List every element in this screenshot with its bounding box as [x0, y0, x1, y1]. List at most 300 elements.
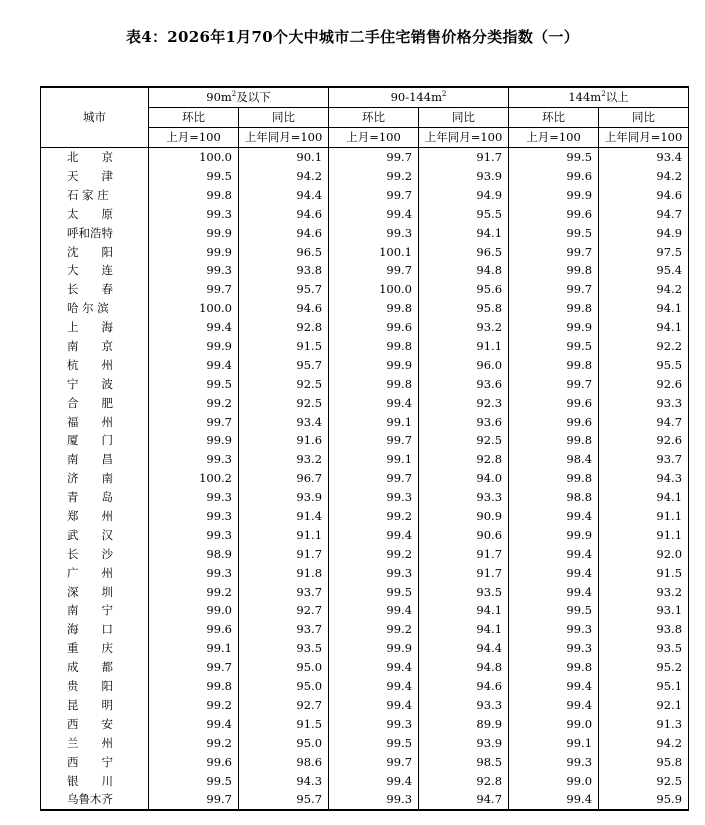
index-value: 99.0: [509, 771, 599, 790]
index-value: 99.9: [149, 337, 239, 356]
index-value: 94.1: [599, 299, 689, 318]
index-value: 99.7: [509, 280, 599, 299]
table-row: [41, 790, 689, 810]
index-value: 93.2: [599, 582, 689, 601]
index-value: 99.3: [149, 261, 239, 280]
index-value: 91.5: [239, 714, 329, 733]
index-value: 95.8: [599, 752, 689, 771]
index-value: 99.4: [149, 355, 239, 374]
index-value: 99.8: [509, 658, 599, 677]
index-value: 99.3: [329, 790, 419, 810]
index-value: 92.6: [599, 431, 689, 450]
city-name: 西 安: [41, 714, 149, 733]
index-value: 99.1: [329, 412, 419, 431]
index-value: 93.3: [419, 696, 509, 715]
table-row: [41, 639, 689, 658]
index-value: 99.3: [509, 752, 599, 771]
index-value: 91.1: [419, 337, 509, 356]
table-row: [41, 507, 689, 526]
city-name: 南 宁: [41, 601, 149, 620]
index-value: 100.1: [329, 242, 419, 261]
index-value: 94.2: [599, 733, 689, 752]
index-value: 92.5: [239, 374, 329, 393]
city-name: 海 口: [41, 620, 149, 639]
index-value: 99.3: [149, 450, 239, 469]
index-value: 99.3: [149, 563, 239, 582]
index-value: 92.5: [599, 771, 689, 790]
index-value: 100.0: [329, 280, 419, 299]
index-value: 100.0: [149, 147, 239, 166]
index-value: 99.3: [149, 204, 239, 223]
index-value: 92.7: [239, 696, 329, 715]
city-name: 昆 明: [41, 696, 149, 715]
index-value: 91.6: [239, 431, 329, 450]
index-value: 99.4: [509, 507, 599, 526]
index-value: 93.2: [419, 318, 509, 337]
index-value: 99.5: [509, 147, 599, 166]
index-value: 99.8: [509, 431, 599, 450]
index-value: 90.9: [419, 507, 509, 526]
index-value: 99.7: [329, 431, 419, 450]
table-row: [41, 167, 689, 186]
index-value: 92.1: [599, 696, 689, 715]
index-value: 93.9: [239, 488, 329, 507]
city-name: 济 南: [41, 469, 149, 488]
index-value: 99.9: [329, 355, 419, 374]
mom-base-header: 上月=100: [329, 127, 419, 147]
index-value: 93.3: [599, 393, 689, 412]
index-value: 93.9: [419, 733, 509, 752]
index-value: 92.0: [599, 544, 689, 563]
index-value: 99.3: [329, 223, 419, 242]
index-value: 94.1: [419, 620, 509, 639]
table-row: [41, 412, 689, 431]
index-value: 90.6: [419, 525, 509, 544]
index-value: 99.4: [509, 563, 599, 582]
table-row: [41, 261, 689, 280]
index-value: 95.2: [599, 658, 689, 677]
table-row: [41, 469, 689, 488]
index-value: 99.6: [509, 393, 599, 412]
index-value: 99.4: [329, 525, 419, 544]
table-row: [41, 525, 689, 544]
index-value: 99.5: [509, 337, 599, 356]
index-value: 100.2: [149, 469, 239, 488]
index-value: 99.8: [329, 299, 419, 318]
index-value: 93.6: [419, 374, 509, 393]
table-row: [41, 280, 689, 299]
index-value: 99.0: [149, 601, 239, 620]
index-value: 99.8: [509, 469, 599, 488]
city-name: 重 庆: [41, 639, 149, 658]
index-value: 91.5: [239, 337, 329, 356]
index-value: 92.2: [599, 337, 689, 356]
index-value: 99.3: [329, 714, 419, 733]
index-value: 99.6: [149, 752, 239, 771]
index-value: 94.7: [599, 412, 689, 431]
index-value: 99.7: [149, 790, 239, 810]
table-header: [41, 87, 689, 147]
index-value: 92.3: [419, 393, 509, 412]
index-value: 93.9: [419, 167, 509, 186]
table-row: [41, 185, 689, 204]
index-value: 99.6: [329, 318, 419, 337]
index-value: 95.1: [599, 677, 689, 696]
index-value: 99.4: [509, 790, 599, 810]
index-value: 92.7: [239, 601, 329, 620]
city-name: 北 京: [41, 147, 149, 166]
index-value: 99.9: [509, 525, 599, 544]
index-value: 99.5: [509, 223, 599, 242]
index-value: 94.6: [599, 185, 689, 204]
index-value: 99.6: [509, 204, 599, 223]
index-value: 99.4: [329, 601, 419, 620]
index-value: 100.0: [149, 299, 239, 318]
yoy-base-header: 上年同月=100: [599, 127, 689, 147]
city-name: 长 沙: [41, 544, 149, 563]
city-name: 郑 州: [41, 507, 149, 526]
index-value: 94.2: [599, 167, 689, 186]
index-value: 91.3: [599, 714, 689, 733]
group-header-large: $144m^2$以上: [509, 87, 689, 107]
index-value: 92.6: [599, 374, 689, 393]
mom-header: 环比: [329, 107, 419, 127]
index-value: 94.2: [239, 167, 329, 186]
table-row: [41, 733, 689, 752]
index-value: 95.7: [239, 280, 329, 299]
index-value: 99.4: [149, 318, 239, 337]
index-value: 99.4: [509, 582, 599, 601]
yoy-base-header: 上年同月=100: [239, 127, 329, 147]
index-value: 99.4: [329, 771, 419, 790]
city-name: 厦 门: [41, 431, 149, 450]
index-value: 92.5: [419, 431, 509, 450]
index-value: 99.5: [329, 582, 419, 601]
index-value: 93.6: [419, 412, 509, 431]
index-value: 99.1: [509, 733, 599, 752]
yoy-base-header: 上年同月=100: [419, 127, 509, 147]
table-row: [41, 563, 689, 582]
index-value: 99.9: [149, 242, 239, 261]
index-value: 94.3: [239, 771, 329, 790]
index-value: 91.1: [599, 507, 689, 526]
index-value: 95.0: [239, 658, 329, 677]
index-value: 94.1: [419, 601, 509, 620]
index-value: 94.0: [419, 469, 509, 488]
index-value: 99.4: [329, 677, 419, 696]
index-value: 93.3: [419, 488, 509, 507]
index-value: 93.5: [419, 582, 509, 601]
city-name: 贵 阳: [41, 677, 149, 696]
index-value: 93.8: [599, 620, 689, 639]
table-row: [41, 696, 689, 715]
index-value: 95.4: [599, 261, 689, 280]
city-name: 沈 阳: [41, 242, 149, 261]
index-value: 94.6: [239, 223, 329, 242]
mom-header: 环比: [509, 107, 599, 127]
index-value: 99.8: [509, 299, 599, 318]
index-value: 99.4: [509, 696, 599, 715]
index-value: 93.7: [599, 450, 689, 469]
table-row: [41, 752, 689, 771]
index-value: 99.7: [329, 261, 419, 280]
table-row: [41, 488, 689, 507]
table-row: [41, 393, 689, 412]
index-value: 94.8: [419, 658, 509, 677]
city-name: 成 都: [41, 658, 149, 677]
table-title: 表4：2026年1月70个大中城市二手住宅销售价格分类指数（一）: [125, 28, 580, 46]
index-value: 99.2: [329, 620, 419, 639]
city-name: 南 昌: [41, 450, 149, 469]
city-name: 合 肥: [41, 393, 149, 412]
index-value: 89.9: [419, 714, 509, 733]
index-value: 95.0: [239, 677, 329, 696]
index-value: 98.9: [149, 544, 239, 563]
index-value: 93.5: [239, 639, 329, 658]
index-value: 91.7: [419, 544, 509, 563]
city-name: 哈 尔 滨: [41, 299, 149, 318]
index-value: 99.2: [329, 507, 419, 526]
index-value: 99.9: [149, 431, 239, 450]
index-value: 94.7: [599, 204, 689, 223]
index-value: 99.5: [149, 771, 239, 790]
index-value: 99.6: [509, 412, 599, 431]
index-value: 97.5: [599, 242, 689, 261]
table-row: [41, 771, 689, 790]
table-row: [41, 544, 689, 563]
index-value: 96.5: [239, 242, 329, 261]
index-value: 99.5: [329, 733, 419, 752]
index-value: 99.4: [509, 544, 599, 563]
index-value: 99.9: [509, 318, 599, 337]
table-row: [41, 223, 689, 242]
index-value: 95.8: [419, 299, 509, 318]
table-row: [41, 658, 689, 677]
index-value: 91.8: [239, 563, 329, 582]
group-header-small: $90m^2$及以下: [149, 87, 329, 107]
index-value: 99.4: [149, 714, 239, 733]
table-row: [41, 620, 689, 639]
index-value: 90.1: [239, 147, 329, 166]
city-name: 上 海: [41, 318, 149, 337]
index-value: 94.8: [419, 261, 509, 280]
index-value: 94.7: [419, 790, 509, 810]
mom-header: 环比: [149, 107, 239, 127]
index-value: 98.4: [509, 450, 599, 469]
index-value: 99.3: [329, 563, 419, 582]
city-column-header: 城市: [41, 87, 149, 147]
index-value: 91.7: [239, 544, 329, 563]
table-row: [41, 355, 689, 374]
index-value: 99.2: [149, 696, 239, 715]
index-value: 99.5: [509, 601, 599, 620]
index-value: 99.9: [329, 639, 419, 658]
index-value: 99.8: [329, 337, 419, 356]
index-value: 99.7: [329, 147, 419, 166]
table-row: [41, 450, 689, 469]
index-value: 94.9: [419, 185, 509, 204]
city-name: 石 家 庄: [41, 185, 149, 204]
index-value: 92.8: [419, 771, 509, 790]
index-value: 94.2: [599, 280, 689, 299]
index-value: 91.7: [419, 563, 509, 582]
index-value: 94.6: [239, 204, 329, 223]
index-value: 94.1: [599, 488, 689, 507]
table-row: [41, 242, 689, 261]
index-value: 99.6: [509, 167, 599, 186]
index-value: 98.6: [239, 752, 329, 771]
index-value: 99.9: [509, 185, 599, 204]
index-value: 99.7: [509, 374, 599, 393]
index-value: 99.3: [149, 525, 239, 544]
city-name: 广 州: [41, 563, 149, 582]
index-value: 93.4: [599, 147, 689, 166]
index-value: 99.0: [509, 714, 599, 733]
index-value: 99.2: [149, 582, 239, 601]
index-value: 99.1: [149, 639, 239, 658]
index-value: 99.8: [149, 185, 239, 204]
yoy-header: 同比: [419, 107, 509, 127]
index-value: 91.1: [599, 525, 689, 544]
table-row: [41, 147, 689, 166]
index-value: 94.6: [419, 677, 509, 696]
index-value: 96.7: [239, 469, 329, 488]
index-value: 94.4: [419, 639, 509, 658]
index-value: 99.1: [329, 450, 419, 469]
city-name: 南 京: [41, 337, 149, 356]
index-value: 99.7: [329, 185, 419, 204]
table-row: [41, 374, 689, 393]
table-row: [41, 299, 689, 318]
index-value: 95.5: [419, 204, 509, 223]
index-value: 99.7: [329, 469, 419, 488]
table-row: [41, 601, 689, 620]
index-value: 99.8: [509, 355, 599, 374]
city-name: 福 州: [41, 412, 149, 431]
index-value: 94.1: [599, 318, 689, 337]
index-value: 98.5: [419, 752, 509, 771]
city-name: 呼和浩特: [41, 223, 149, 242]
index-value: 99.3: [149, 507, 239, 526]
index-value: 99.7: [149, 658, 239, 677]
city-name: 太 原: [41, 204, 149, 223]
index-value: 99.4: [329, 696, 419, 715]
index-value: 99.7: [509, 242, 599, 261]
index-value: 93.8: [239, 261, 329, 280]
index-value: 91.1: [239, 525, 329, 544]
city-name: 青 岛: [41, 488, 149, 507]
index-value: 93.5: [599, 639, 689, 658]
price-index-table: [40, 86, 689, 811]
index-value: 95.7: [239, 790, 329, 810]
index-value: 99.4: [509, 677, 599, 696]
index-value: 99.3: [149, 488, 239, 507]
index-value: 93.7: [239, 620, 329, 639]
table-row: [41, 337, 689, 356]
city-name: 西 宁: [41, 752, 149, 771]
index-value: 95.0: [239, 733, 329, 752]
index-value: 93.4: [239, 412, 329, 431]
index-value: 99.3: [509, 620, 599, 639]
city-name: 银 川: [41, 771, 149, 790]
index-value: 94.4: [239, 185, 329, 204]
yoy-header: 同比: [599, 107, 689, 127]
index-value: 99.5: [149, 374, 239, 393]
table-row: [41, 582, 689, 601]
index-value: 99.2: [329, 167, 419, 186]
index-value: 99.8: [329, 374, 419, 393]
index-value: 94.6: [239, 299, 329, 318]
index-value: 99.5: [149, 167, 239, 186]
city-name: 宁 波: [41, 374, 149, 393]
index-value: 92.8: [419, 450, 509, 469]
city-name: 武 汉: [41, 525, 149, 544]
index-value: 95.6: [419, 280, 509, 299]
table-row: [41, 714, 689, 733]
index-value: 99.2: [149, 733, 239, 752]
index-value: 99.3: [329, 488, 419, 507]
yoy-header: 同比: [239, 107, 329, 127]
index-value: 96.0: [419, 355, 509, 374]
mom-base-header: 上月=100: [149, 127, 239, 147]
table-body: [41, 147, 689, 810]
city-name: 大 连: [41, 261, 149, 280]
city-name: 深 圳: [41, 582, 149, 601]
index-value: 95.7: [239, 355, 329, 374]
index-value: 99.6: [149, 620, 239, 639]
table-row: [41, 318, 689, 337]
index-value: 91.7: [419, 147, 509, 166]
index-value: 94.3: [599, 469, 689, 488]
city-name: 长 春: [41, 280, 149, 299]
index-value: 94.1: [419, 223, 509, 242]
index-value: 99.3: [509, 639, 599, 658]
index-value: 99.2: [329, 544, 419, 563]
index-value: 99.2: [149, 393, 239, 412]
index-value: 99.7: [149, 280, 239, 299]
index-value: 94.9: [599, 223, 689, 242]
city-name: 杭 州: [41, 355, 149, 374]
index-value: 92.8: [239, 318, 329, 337]
index-value: 99.7: [329, 752, 419, 771]
index-value: 91.5: [599, 563, 689, 582]
city-name: 天 津: [41, 167, 149, 186]
index-value: 96.5: [419, 242, 509, 261]
index-value: 93.2: [239, 450, 329, 469]
table-row: [41, 204, 689, 223]
city-name: 乌鲁木齐: [41, 790, 149, 810]
index-value: 99.9: [149, 223, 239, 242]
index-value: 93.7: [239, 582, 329, 601]
index-value: 93.1: [599, 601, 689, 620]
index-value: 98.8: [509, 488, 599, 507]
index-value: 99.4: [329, 393, 419, 412]
table-row: [41, 677, 689, 696]
index-value: 95.9: [599, 790, 689, 810]
group-header-medium: $90-144m^2$: [329, 87, 509, 107]
index-value: 99.8: [509, 261, 599, 280]
index-value: 99.7: [149, 412, 239, 431]
city-name: 兰 州: [41, 733, 149, 752]
index-value: 99.4: [329, 204, 419, 223]
mom-base-header: 上月=100: [509, 127, 599, 147]
index-value: 99.4: [329, 658, 419, 677]
index-value: 92.5: [239, 393, 329, 412]
table-row: [41, 431, 689, 450]
index-value: 99.8: [149, 677, 239, 696]
index-value: 95.5: [599, 355, 689, 374]
index-value: 91.4: [239, 507, 329, 526]
